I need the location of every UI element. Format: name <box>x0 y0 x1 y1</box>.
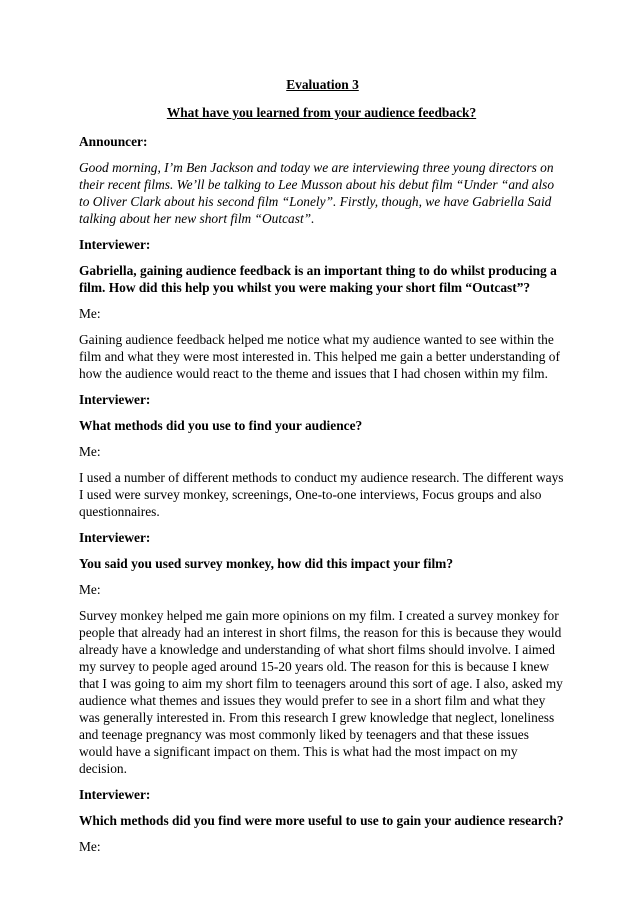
speaker-label-me: Me: <box>79 582 101 597</box>
answer-text: Gaining audience feedback helped me notice what my audience wanted to see within the film and what they were most interested in. This helped me gain a better understanding of how the audience would react to the theme and issues that I had chosen within my film. <box>79 332 560 381</box>
speaker-label-me: Me: <box>79 306 101 321</box>
speaker-label-me: Me: <box>79 444 101 459</box>
interviewer-question: You said you used survey monkey, how did this impact your film? <box>79 556 454 571</box>
answer-text: Survey monkey helped me gain more opinions on my film. I created a survey monkey for people that already had an interest in short films, the reason for this is because they would already have a knowledge and understanding of what short films should involve. I aimed my survey to people aged around 15-20 years old. The reason for this is because I knew that I was going to aim my short film to teenagers around this sort of age. I also, asked my audience what themes and issues they would prefer to see in a short film and what they was generally interested in. From this research I grew knowledge that neglect, loneliness and teenage pregnancy was most commonly liked by teenagers and that these issues would have a significant impact on them. This is what had the most impact on my decision. <box>79 608 563 776</box>
document-subtitle: What have you learned from your audience feedback? <box>166 105 477 120</box>
interviewer-question: Gabriella, gaining audience feedback is an important thing to do whilst producing a film. How did this help you whilst you were making your short film “Outcast”? <box>79 263 557 295</box>
interviewer-question: Which methods did you find were more useful to use to gain your audience research? <box>79 813 564 828</box>
speaker-label-me: Me: <box>79 839 101 854</box>
document-title: Evaluation 3 <box>286 77 359 92</box>
announcer-intro-text: Good morning, I’m Ben Jackson and today we are interviewing three young directors on their recent films. We’ll be talking to Lee Musson about his debut film “Under “and also to Oliver Clark about his second film “Lonely”. Firstly, though, we have Gabriella Said talking about her new short film “Outcast”. <box>79 160 555 226</box>
speaker-label-interviewer: Interviewer: <box>79 530 151 545</box>
transcript <box>79 133 564 855</box>
answer-text: I used a number of different methods to conduct my audience research. The different ways I used were survey monkey, screenings, One-to-one interviews, Focus groups and also questionnaires. <box>79 470 564 519</box>
interviewer-question: What methods did you use to find your audience? <box>79 418 363 433</box>
speaker-label-interviewer: Interviewer: <box>79 787 151 802</box>
speaker-label-interviewer: Interviewer: <box>79 237 151 252</box>
speaker-label-announcer: Announcer: <box>79 134 148 149</box>
speaker-label-interviewer: Interviewer: <box>79 392 151 407</box>
